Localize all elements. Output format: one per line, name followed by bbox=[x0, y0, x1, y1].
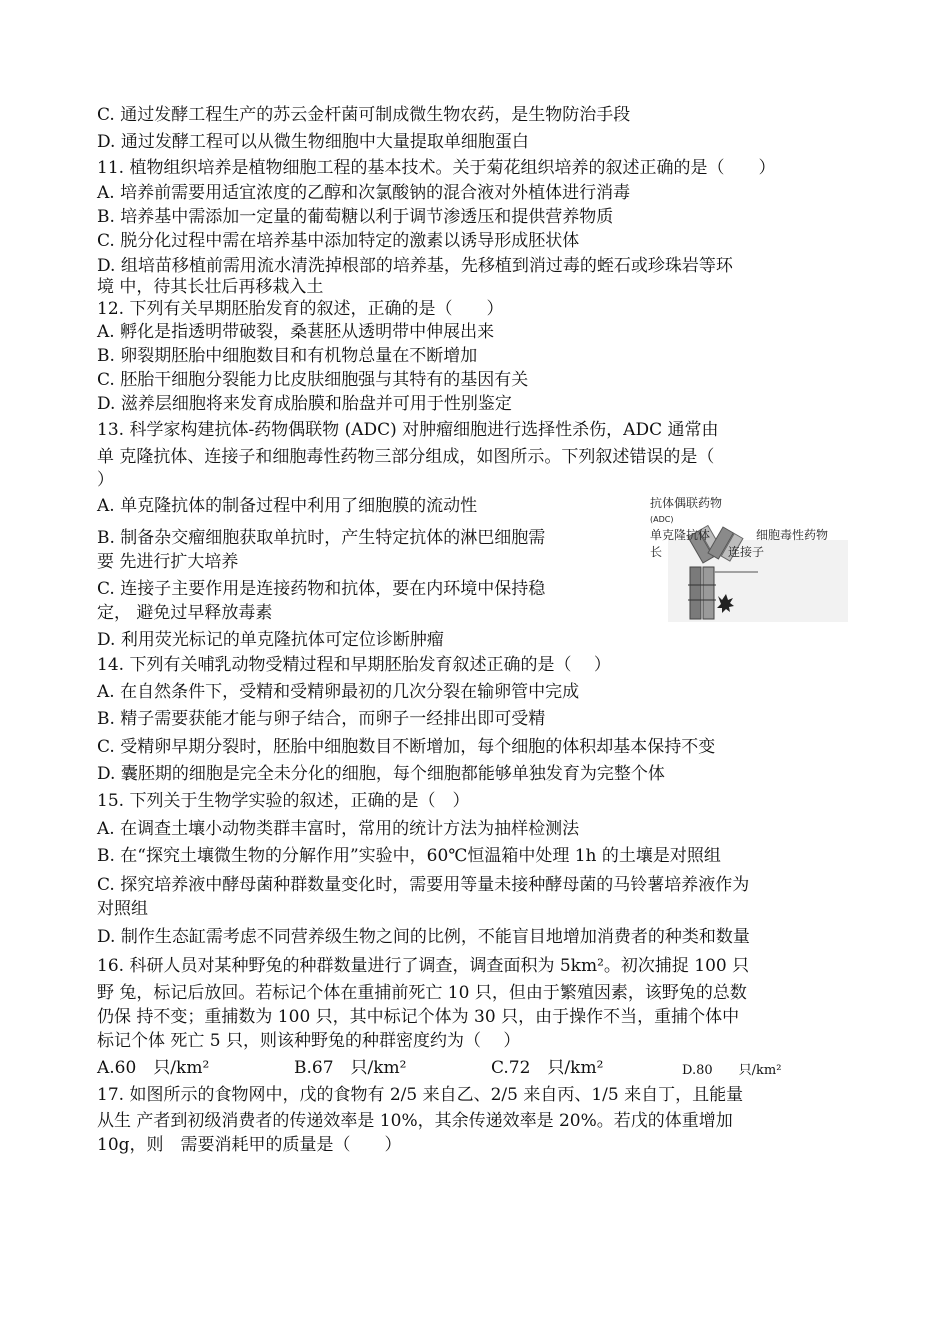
q13-option-a: A. 单克隆抗体的制备过程中利用了细胞膜的流动性 bbox=[97, 496, 478, 516]
q16-option-c: C.72 只/km² bbox=[491, 1058, 604, 1078]
q13-option-b-line1: B. 制备杂交瘤细胞获取单抗时，产生特定抗体的淋巴细胞需 bbox=[97, 528, 546, 548]
q11-option-b: B. 培养基中需添加一定量的葡萄糖以利于调节渗透压和提供营养物质 bbox=[97, 207, 614, 227]
q14-option-a: A. 在自然条件下，受精和受精卵最初的几次分裂在输卵管中完成 bbox=[97, 682, 580, 702]
q15-option-c-line2: 对照组 bbox=[97, 899, 148, 919]
q14-stem: 14. 下列有关哺乳动物受精过程和早期胚胎发育叙述正确的是（ ） bbox=[97, 655, 611, 675]
q16-option-d: D.80 只/km² bbox=[682, 1063, 782, 1078]
q11-option-c: C. 脱分化过程中需在培养基中添加特定的激素以诱导形成胚状体 bbox=[97, 231, 580, 251]
q12-option-c: C. 胚胎干细胞分裂能力比皮肤细胞强与其特有的基因有关 bbox=[97, 370, 529, 390]
q10-option-d: D. 通过发酵工程可以从微生物细胞中大量提取单细胞蛋白 bbox=[97, 132, 529, 152]
q13-stem-line1: 13. 科学家构建抗体-药物偶联物 (ADC) 对肿瘤细胞进行选择性杀伤，ADC 通常由 bbox=[97, 420, 719, 440]
q15-option-c-line1: C. 探究培养液中酵母菌种群数量变化时，需要用等量未接种酵母菌的马铃薯培养液作为 bbox=[97, 875, 750, 895]
figure-label-chang: 长 bbox=[650, 545, 663, 559]
q11-option-a: A. 培养前需要用适宜浓度的乙醇和次氯酸钠的混合液对外植体进行消毒 bbox=[97, 183, 631, 203]
q10-option-c: C. 通过发酵工程生产的苏云金杆菌可制成微生物农药，是生物防治手段 bbox=[97, 105, 631, 125]
figure-abbr: (ADC) bbox=[650, 515, 674, 524]
q16-stem-line3: 仍保 持不变；重捕数为 100 只，其中标记个体为 30 只，由于操作不当，重捕个体中 bbox=[97, 1007, 740, 1027]
figure-label-drug: 细胞毒性药物 bbox=[756, 528, 829, 542]
figure-title: 抗体偶联药物 bbox=[650, 496, 723, 510]
q12-option-a: A. 孵化是指透明带破裂，桑葚胚从透明带中伸展出来 bbox=[97, 322, 495, 342]
figure-label-linker: 连接子 bbox=[728, 545, 765, 559]
q12-option-b: B. 卵裂期胚胎中细胞数目和有机物总量在不断增加 bbox=[97, 346, 478, 366]
q16-stem-line4: 标记个体 死亡 5 只，则该种野兔的种群密度约为（ ） bbox=[97, 1031, 521, 1051]
q15-stem: 15. 下列关于生物学实验的叙述，正确的是（ ） bbox=[97, 791, 470, 811]
q15-option-d: D. 制作生态缸需考虑不同营养级生物之间的比例，不能盲目地增加消费者的种类和数量 bbox=[97, 927, 750, 947]
q17-stem-line2: 从生 产者到初级消费者的传递效率是 10%，其余传递效率是 20%。若戊的体重增加 bbox=[97, 1111, 733, 1131]
q11-option-d-line1: D. 组培苗移植前需用流水清洗掉根部的培养基，先移植到消过毒的蛭石或珍珠岩等环 bbox=[97, 256, 733, 276]
q11-stem: 11. 植物组织培养是植物细胞工程的基本技术。关于菊花组织培养的叙述正确的是（ ） bbox=[97, 158, 776, 178]
q14-option-c: C. 受精卵早期分裂时，胚胎中细胞数目不断增加，每个细胞的体积却基本保持不变 bbox=[97, 737, 716, 757]
q13-option-d: D. 利用荧光标记的单克隆抗体可定位诊断肿瘤 bbox=[97, 630, 444, 650]
q15-option-b: B. 在“探究土壤微生物的分解作用”实验中，60℃恒温箱中处理 1h 的土壤是对照组 bbox=[97, 846, 721, 866]
figure-label-antibody: 单克隆抗体 bbox=[650, 528, 711, 542]
q12-stem: 12. 下列有关早期胚胎发育的叙述，正确的是（ ） bbox=[97, 299, 504, 319]
q16-stem-line2: 野 兔，标记后放回。若标记个体在重捕前死亡 10 只，但由于繁殖因素，该野兔的总数 bbox=[97, 983, 747, 1003]
q12-option-d: D. 滋养层细胞将来发育成胎膜和胎盘并可用于性别鉴定 bbox=[97, 394, 512, 414]
q13-option-c-line1: C. 连接子主要作用是连接药物和抗体，要在内环境中保持稳 bbox=[97, 579, 546, 599]
q13-stem-line3: ） bbox=[97, 470, 114, 490]
q13-stem-line2: 单 克隆抗体、连接子和细胞毒性药物三部分组成，如图所示。下列叙述错误的是（ bbox=[97, 447, 715, 467]
q16-stem-line1: 16. 科研人员对某种野兔的种群数量进行了调查，调查面积为 5km²。初次捕捉 100 只 bbox=[97, 956, 750, 976]
adc-figure bbox=[648, 492, 848, 622]
q15-option-a: A. 在调查土壤小动物类群丰富时，常用的统计方法为抽样检测法 bbox=[97, 819, 580, 839]
q13-option-b-line2: 要 先进行扩大培养 bbox=[97, 552, 239, 572]
q17-stem-line3: 10g，则 需要消耗甲的质量是（ ） bbox=[97, 1135, 402, 1155]
q14-option-d: D. 囊胚期的细胞是完全未分化的细胞，每个细胞都能够单独发育为完整个体 bbox=[97, 764, 665, 784]
q16-option-a: A.60 只/km² bbox=[97, 1058, 210, 1078]
q17-stem-line1: 17. 如图所示的食物网中，戊的食物有 2/5 来自乙、2/5 来自丙、1/5 来自丁，且能量 bbox=[97, 1085, 744, 1105]
q11-option-d-line2: 境 中，待其长壮后再移栽入土 bbox=[97, 277, 324, 297]
q13-option-c-line2: 定， 避免过早释放毒素 bbox=[97, 603, 273, 623]
q14-option-b: B. 精子需要获能才能与卵子结合，而卵子一经排出即可受精 bbox=[97, 709, 546, 729]
q16-option-b: B.67 只/km² bbox=[294, 1058, 407, 1078]
